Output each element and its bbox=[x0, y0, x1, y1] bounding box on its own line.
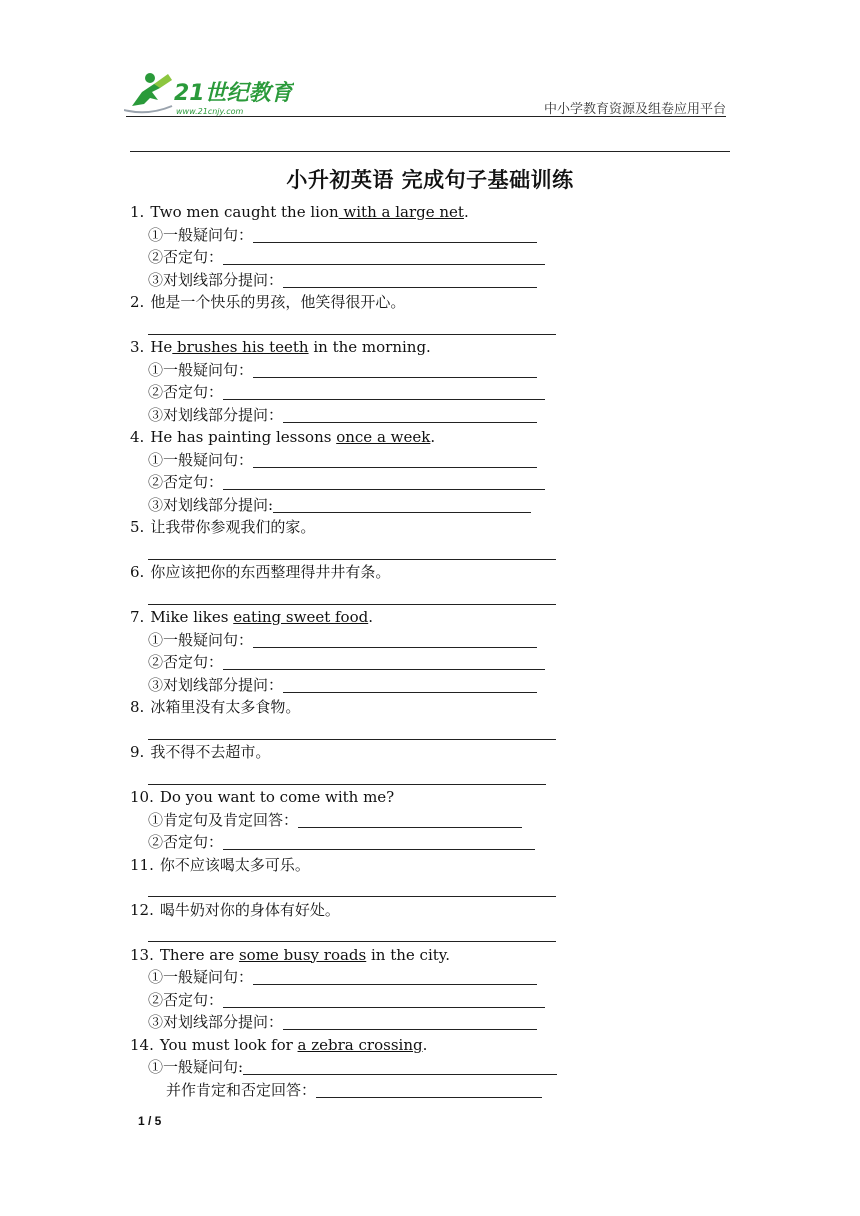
question-number: 2. bbox=[130, 293, 145, 311]
answer-label: ③对划线部分提问： bbox=[148, 675, 284, 694]
header-divider bbox=[126, 116, 726, 117]
answer-line[interactable] bbox=[130, 719, 750, 742]
sentence-text: 冰箱里没有太多食物。 bbox=[150, 698, 301, 716]
answer-label: ②否定句： bbox=[148, 990, 224, 1009]
answer-line[interactable] bbox=[130, 1079, 750, 1102]
logo-text: 21世纪教育 bbox=[174, 81, 293, 106]
answer-blank[interactable] bbox=[223, 653, 545, 670]
answer-blank[interactable] bbox=[148, 588, 556, 605]
answer-label: ①一般疑问句： bbox=[148, 360, 254, 379]
answer-line[interactable] bbox=[130, 494, 750, 517]
sentence-end: in the city. bbox=[366, 945, 451, 964]
sentence-text: There are bbox=[159, 945, 239, 964]
header-platform-name: 中小学教育资源及组卷应用平台 bbox=[543, 102, 726, 117]
answer-blank[interactable] bbox=[223, 833, 535, 850]
question-number: 6. bbox=[130, 563, 145, 581]
sentence-text: 让我带你参观我们的家。 bbox=[150, 518, 316, 536]
answer-label: ①一般疑问句: bbox=[148, 1058, 244, 1076]
answer-blank[interactable] bbox=[283, 271, 537, 288]
answer-blank[interactable] bbox=[148, 925, 556, 942]
sentence-text: Do you want to come with me? bbox=[159, 788, 395, 806]
sentence-text: Mike likes bbox=[150, 608, 234, 626]
sentence-text: 喝牛奶对你的身体有好处。 bbox=[159, 900, 340, 919]
question-number: 7. bbox=[130, 608, 145, 626]
answer-label: ③对划线部分提问: bbox=[148, 495, 274, 514]
question-13 bbox=[130, 944, 750, 967]
sentence-end: . bbox=[430, 428, 436, 446]
answer-blank[interactable] bbox=[148, 543, 556, 560]
answer-blank[interactable] bbox=[243, 1058, 557, 1075]
sentence-end: in the morning. bbox=[308, 338, 431, 356]
answer-line[interactable] bbox=[130, 246, 750, 269]
underlined-part: eating sweet food bbox=[233, 608, 369, 626]
answer-label: ①一般疑问句： bbox=[148, 450, 254, 469]
answer-label: ②否定句： bbox=[148, 248, 224, 266]
underlined-part: brushes his teeth bbox=[172, 338, 309, 356]
answer-blank[interactable] bbox=[253, 631, 537, 648]
question-5 bbox=[130, 516, 750, 539]
answer-label: 并作肯定和否定回答： bbox=[166, 1080, 317, 1099]
answer-label: ①一般疑问句： bbox=[148, 968, 254, 986]
underlined-part: with a large net bbox=[338, 203, 464, 221]
answer-label: ②否定句： bbox=[148, 653, 224, 671]
question-number: 5. bbox=[130, 518, 145, 536]
logo-url: www.21cnjy.com bbox=[176, 107, 244, 116]
underlined-part: some busy roads bbox=[238, 945, 367, 964]
answer-line[interactable] bbox=[130, 651, 750, 674]
answer-line[interactable] bbox=[130, 359, 750, 382]
question-2 bbox=[130, 291, 750, 314]
answer-line[interactable] bbox=[130, 989, 750, 1012]
sentence-text: He bbox=[150, 338, 173, 356]
question-number: 8. bbox=[130, 698, 145, 716]
sentence-text: He has painting lessons bbox=[150, 428, 337, 446]
question-8 bbox=[130, 696, 750, 719]
question-9 bbox=[130, 741, 750, 764]
answer-line[interactable] bbox=[130, 831, 750, 854]
answer-line[interactable] bbox=[130, 921, 750, 944]
answer-label: ②否定句： bbox=[148, 833, 224, 851]
question-10 bbox=[130, 786, 750, 809]
answer-blank[interactable] bbox=[148, 880, 556, 897]
answer-label: ②否定句： bbox=[148, 473, 224, 491]
question-number: 3. bbox=[130, 338, 145, 356]
answer-blank[interactable] bbox=[253, 968, 537, 985]
page-title: 小升初英语 完成句子基础训练 bbox=[286, 167, 574, 192]
question-7 bbox=[130, 606, 750, 629]
question-4 bbox=[130, 426, 750, 449]
answer-line[interactable] bbox=[130, 966, 750, 989]
sentence-text: 你不应该喝太多可乐。 bbox=[159, 855, 310, 874]
question-number: 13. bbox=[130, 945, 154, 964]
answer-blank[interactable] bbox=[253, 361, 537, 378]
sentence-text: Two men caught the lion bbox=[150, 203, 339, 221]
answer-blank[interactable] bbox=[148, 723, 556, 740]
answer-line[interactable] bbox=[130, 471, 750, 494]
answer-line[interactable] bbox=[130, 809, 750, 832]
answer-label: ①一般疑问句： bbox=[148, 225, 254, 244]
answer-blank[interactable] bbox=[223, 248, 545, 265]
answer-line[interactable] bbox=[130, 449, 750, 472]
question-number: 4. bbox=[130, 428, 145, 446]
question-14 bbox=[130, 1034, 750, 1057]
site-logo bbox=[124, 70, 294, 118]
answer-blank[interactable] bbox=[283, 406, 537, 423]
question-number: 12. bbox=[130, 900, 154, 919]
sentence-end: . bbox=[463, 203, 469, 221]
sentence-end: . bbox=[422, 1035, 428, 1054]
answer-label: ③对划线部分提问： bbox=[148, 405, 284, 424]
question-number: 9. bbox=[130, 743, 145, 761]
page-number: 1 / 5 bbox=[138, 1114, 162, 1128]
title-divider bbox=[130, 151, 730, 152]
question-number: 1. bbox=[130, 203, 145, 221]
answer-line[interactable] bbox=[130, 764, 750, 787]
answer-label: ③对划线部分提问： bbox=[148, 270, 284, 289]
answer-line[interactable] bbox=[130, 404, 750, 427]
sentence-end: . bbox=[368, 608, 373, 626]
answer-line[interactable] bbox=[130, 1011, 750, 1034]
answer-blank[interactable] bbox=[148, 318, 556, 335]
underlined-part: a zebra crossing bbox=[297, 1035, 423, 1054]
answer-blank[interactable] bbox=[283, 1013, 537, 1030]
answer-blank[interactable] bbox=[273, 496, 531, 513]
question-3 bbox=[130, 336, 750, 359]
answer-line[interactable] bbox=[130, 224, 750, 247]
question-11 bbox=[130, 854, 750, 877]
answer-blank[interactable] bbox=[148, 768, 546, 785]
question-number: 14. bbox=[130, 1035, 154, 1054]
answer-blank[interactable] bbox=[223, 383, 545, 400]
answer-label: ①一般疑问句： bbox=[148, 630, 254, 649]
answer-line[interactable] bbox=[130, 584, 750, 607]
answer-line[interactable] bbox=[130, 876, 750, 899]
answer-blank[interactable] bbox=[253, 451, 537, 468]
question-12 bbox=[130, 899, 750, 922]
answer-line[interactable] bbox=[130, 269, 750, 292]
question-number: 11. bbox=[130, 855, 154, 874]
answer-line[interactable] bbox=[130, 381, 750, 404]
answer-line[interactable] bbox=[130, 539, 750, 562]
sentence-text: 你应该把你的东西整理得井井有条。 bbox=[150, 563, 391, 581]
answer-line[interactable] bbox=[130, 1056, 750, 1079]
underlined-part: once a week bbox=[336, 428, 431, 446]
answer-blank[interactable] bbox=[283, 676, 537, 693]
answer-blank[interactable] bbox=[253, 226, 537, 243]
answer-line[interactable] bbox=[130, 314, 750, 337]
question-6 bbox=[130, 561, 750, 584]
question-1 bbox=[130, 201, 750, 224]
answer-label: ①肯定句及肯定回答： bbox=[148, 810, 299, 829]
answer-blank[interactable] bbox=[298, 811, 522, 828]
sentence-text: 我不得不去超市。 bbox=[150, 743, 271, 761]
question-number: 10. bbox=[130, 788, 154, 806]
sentence-text: 他是一个快乐的男孩，他笑得很开心。 bbox=[150, 293, 406, 311]
answer-blank[interactable] bbox=[223, 473, 545, 490]
answer-line[interactable] bbox=[130, 629, 750, 652]
answer-label: ③对划线部分提问： bbox=[148, 1013, 284, 1031]
answer-label: ②否定句： bbox=[148, 383, 224, 401]
answer-blank[interactable] bbox=[316, 1081, 542, 1098]
answer-blank[interactable] bbox=[223, 991, 545, 1008]
sentence-text: You must look for bbox=[159, 1035, 298, 1054]
exercise-list bbox=[130, 201, 750, 1101]
answer-line[interactable] bbox=[130, 674, 750, 697]
